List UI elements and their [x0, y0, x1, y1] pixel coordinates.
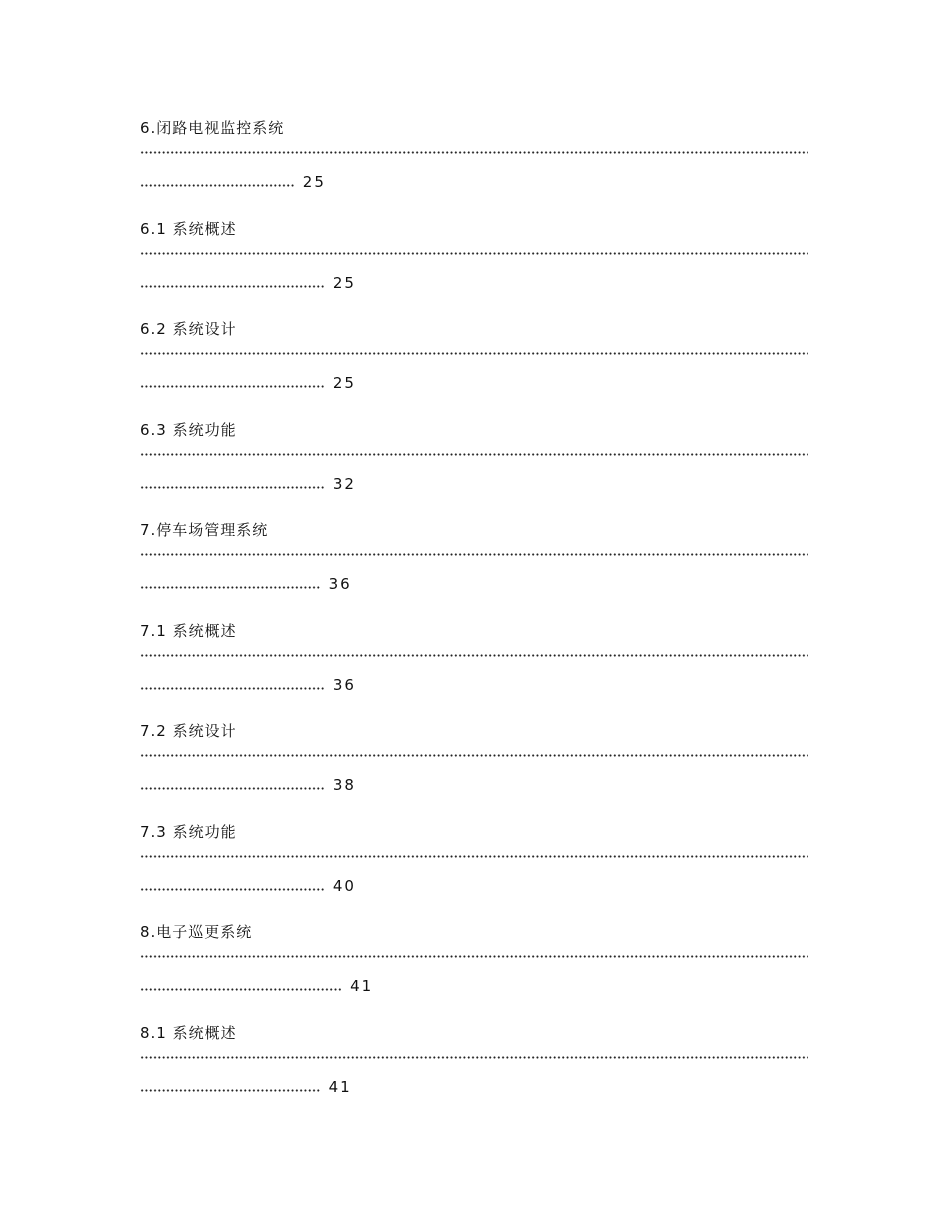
toc-entry-3[interactable]: [140, 414, 808, 515]
toc-leader-tail: [140, 273, 356, 293]
toc-entry-title[interactable]: 8.电子巡更系统: [140, 923, 253, 941]
toc-page-number[interactable]: 25: [332, 374, 356, 392]
toc-entry-7[interactable]: [140, 816, 808, 917]
toc-entry-title[interactable]: 6.1 系统概述: [140, 219, 237, 238]
toc-leader-tail: [140, 1077, 352, 1097]
toc-entry-title[interactable]: 6.闭路电视监控系统: [140, 119, 285, 137]
toc-leader-dots-tail: [140, 888, 325, 891]
toc-page-number[interactable]: 25: [332, 273, 356, 292]
toc-leader-dots: [140, 553, 808, 556]
toc-entry-0[interactable]: [140, 112, 808, 213]
toc-leader-dots: [140, 754, 808, 757]
toc-page-number[interactable]: 41: [350, 977, 374, 995]
toc-leader-dots: [140, 654, 808, 657]
toc-page-number[interactable]: 36: [328, 575, 352, 593]
toc-entry-5[interactable]: [140, 615, 808, 716]
toc-entry-title[interactable]: 7.1 系统概述: [140, 621, 237, 640]
toc-entry-title[interactable]: 7.3 系统功能: [140, 822, 237, 841]
toc-entry-8[interactable]: [140, 916, 808, 1017]
toc-page-number[interactable]: 41: [328, 1077, 352, 1096]
toc-leader-dots-tail: [140, 385, 325, 388]
toc-entry-1[interactable]: [140, 213, 808, 314]
toc-leader-dots-tail: [140, 486, 325, 489]
toc-page-number[interactable]: 40: [332, 876, 356, 895]
toc-entry-2[interactable]: [140, 313, 808, 414]
toc-leader-dots-tail: [140, 285, 325, 288]
toc-leader-dots: [140, 252, 808, 255]
table-of-contents: [140, 112, 808, 1117]
toc-leader-tail: [140, 976, 373, 996]
toc-entry-title[interactable]: 7.停车场管理系统: [140, 521, 269, 539]
toc-leader-dots: [140, 1056, 808, 1059]
toc-page-number[interactable]: 25: [302, 173, 326, 191]
toc-leader-dots: [140, 151, 808, 154]
toc-page-number[interactable]: 36: [332, 675, 356, 694]
toc-page-number[interactable]: 38: [332, 776, 356, 794]
toc-leader-dots-tail: [140, 586, 321, 589]
toc-entry-9[interactable]: [140, 1017, 808, 1118]
toc-leader-dots-tail: [140, 1089, 321, 1092]
toc-leader-tail: [140, 474, 356, 494]
toc-entry-4[interactable]: [140, 514, 808, 615]
toc-leader-tail: [140, 775, 356, 795]
toc-leader-dots-tail: [140, 687, 325, 690]
toc-entry-6[interactable]: [140, 715, 808, 816]
toc-leader-dots: [140, 453, 808, 456]
toc-leader-dots-tail: [140, 787, 325, 790]
toc-entry-title[interactable]: 7.2 系统设计: [140, 722, 237, 740]
toc-leader-dots-tail: [140, 184, 295, 187]
toc-page-number[interactable]: 32: [332, 474, 356, 493]
toc-leader-tail: [140, 675, 356, 695]
toc-leader-dots: [140, 352, 808, 355]
toc-leader-tail: [140, 876, 356, 896]
toc-entry-title[interactable]: 6.2 系统设计: [140, 320, 237, 338]
toc-leader-tail: [140, 373, 356, 393]
toc-leader-tail: [140, 172, 326, 192]
toc-leader-dots: [140, 955, 808, 958]
toc-leader-dots: [140, 855, 808, 858]
toc-leader-tail: [140, 574, 352, 594]
toc-entry-title[interactable]: 8.1 系统概述: [140, 1023, 237, 1042]
toc-leader-dots-tail: [140, 988, 342, 991]
toc-entry-title[interactable]: 6.3 系统功能: [140, 420, 237, 439]
